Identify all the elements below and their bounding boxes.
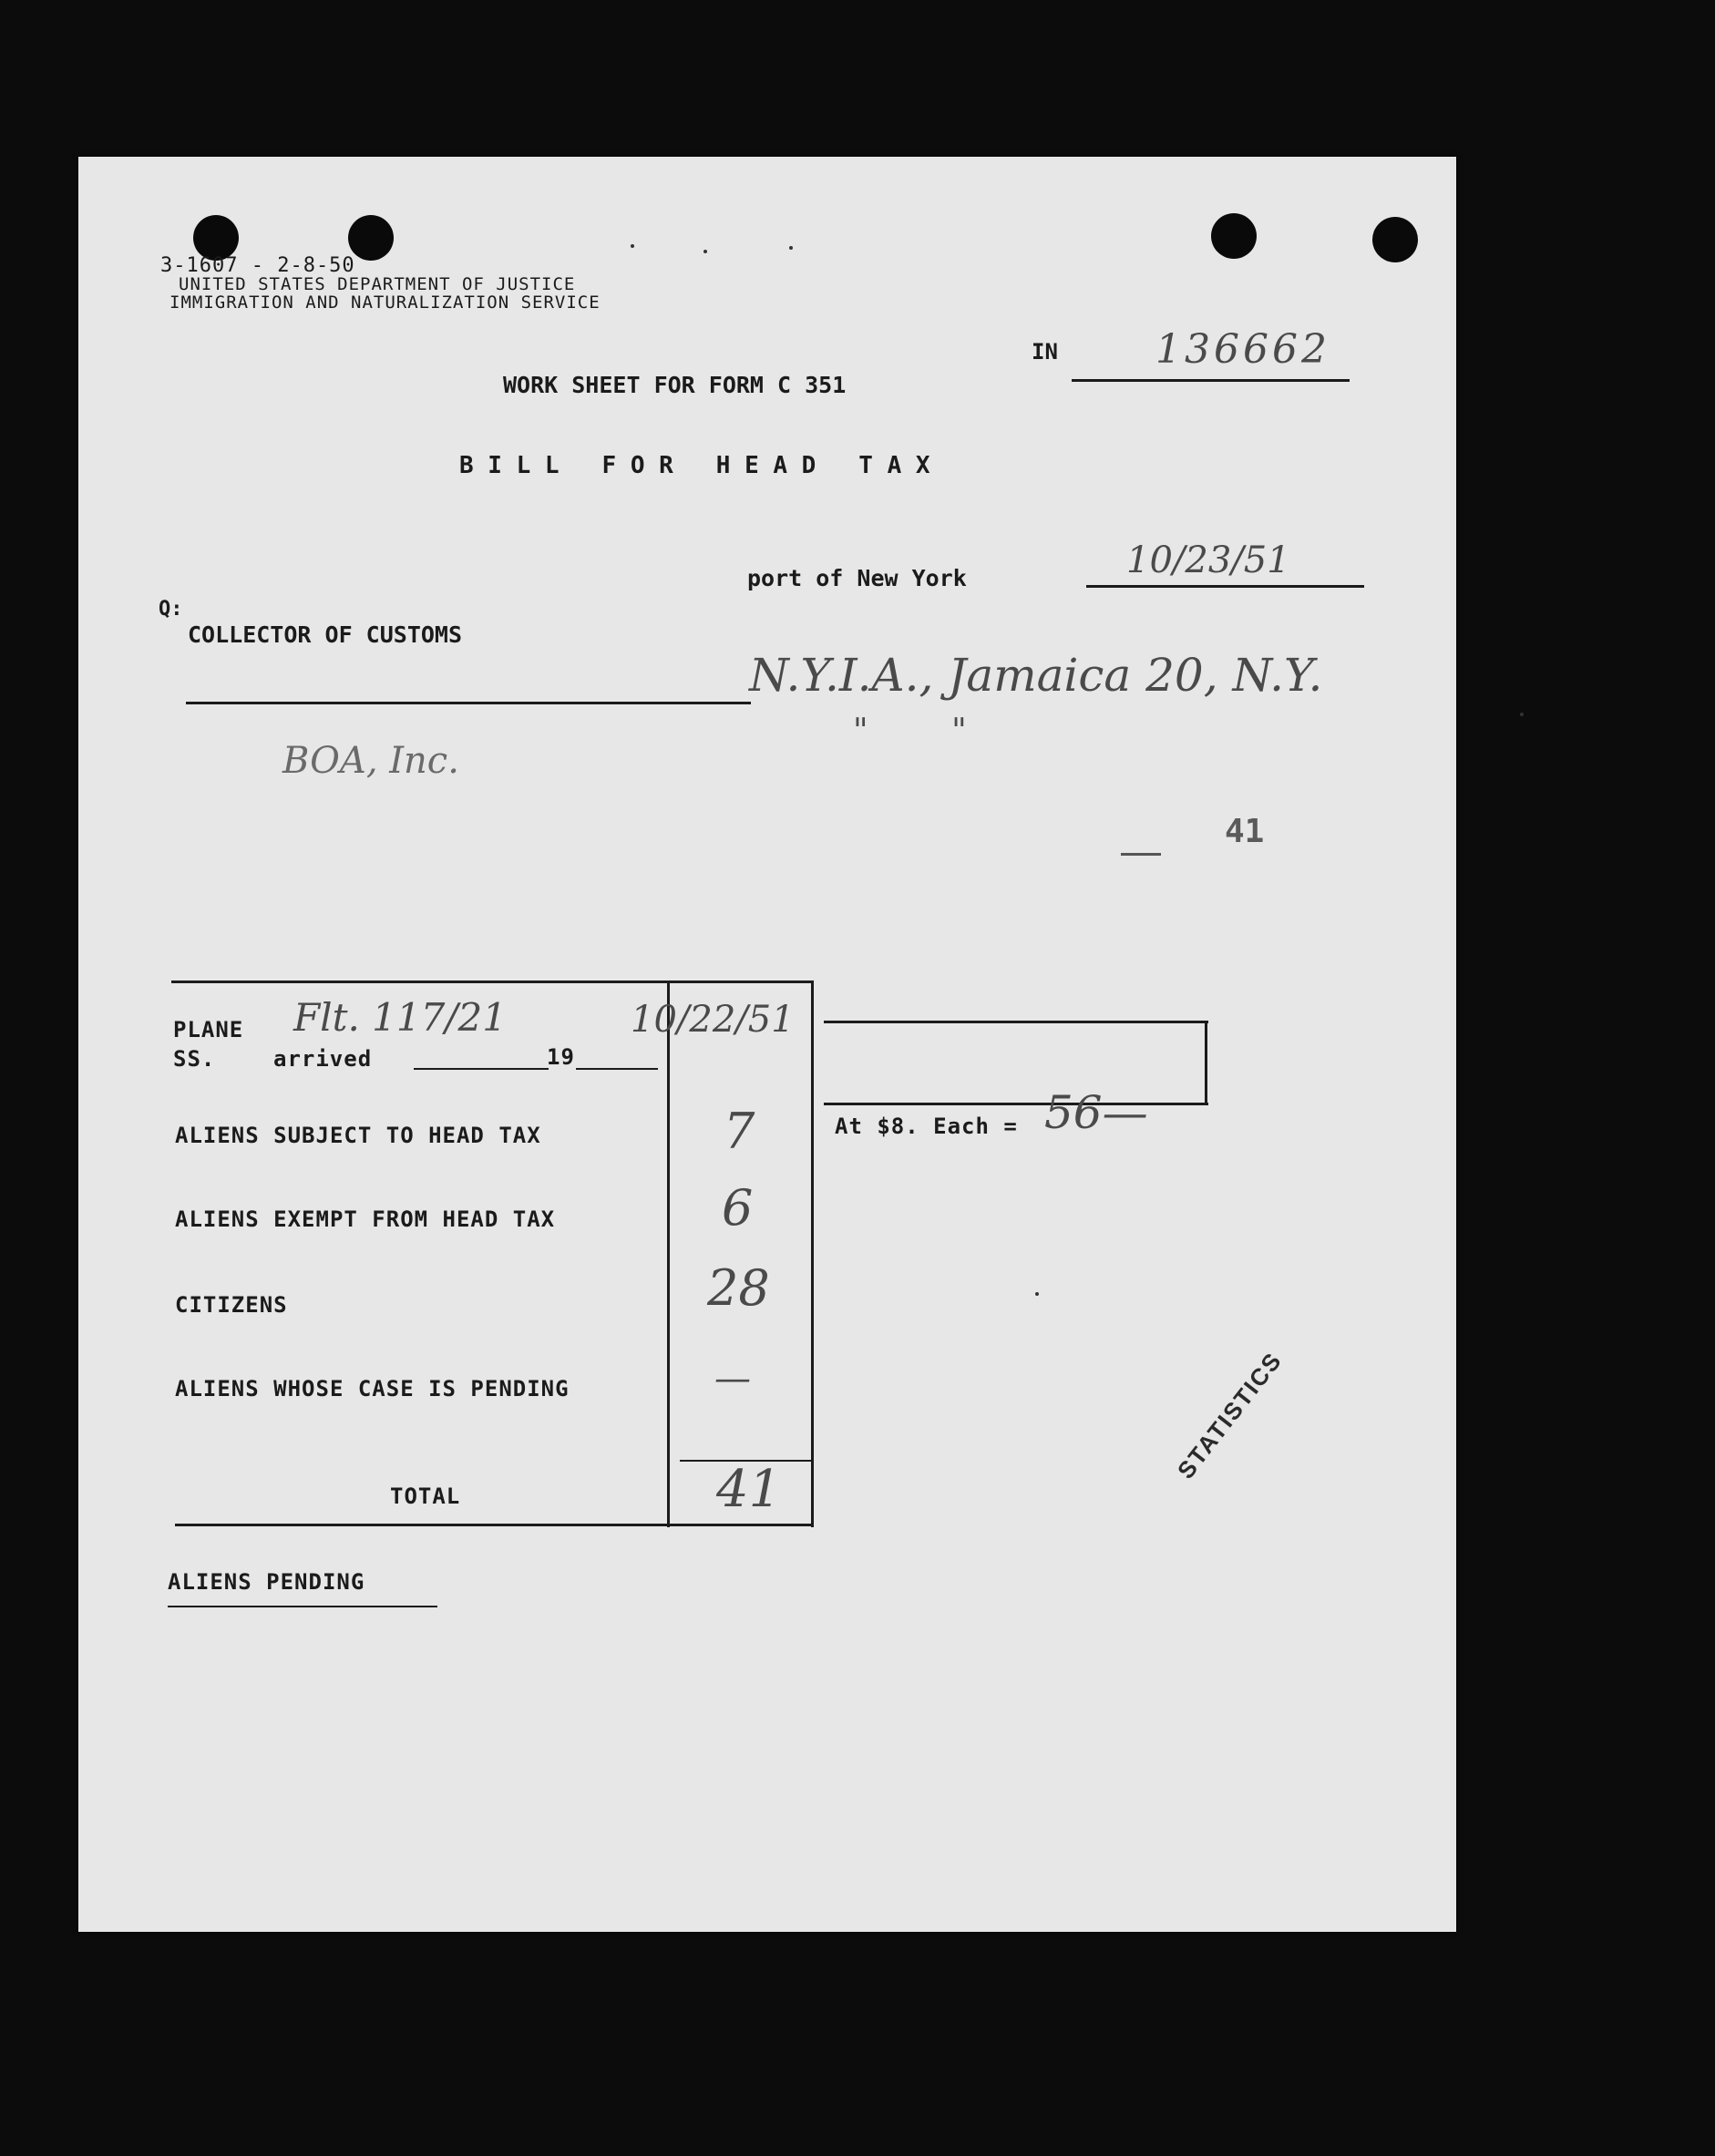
- bill-date: 10/23/51: [1126, 539, 1290, 581]
- row-label-pending: ALIENS WHOSE CASE IS PENDING: [175, 1376, 570, 1401]
- table-top-right: [667, 980, 813, 983]
- date-underline: [1086, 585, 1364, 588]
- year-prefix: 19: [547, 1044, 575, 1070]
- port-label: port of New York: [747, 565, 967, 591]
- punch-hole: [1372, 217, 1418, 262]
- arrival-date-handwritten: 10/22/51: [631, 999, 795, 1041]
- address-underline: [186, 702, 751, 704]
- tax-box-right: [1205, 1021, 1207, 1104]
- location-handwritten: N.Y.I.A., Jamaica 20, N.Y.: [749, 649, 1323, 702]
- row-value-citizens: 28: [707, 1259, 770, 1317]
- paper-speck: [789, 246, 793, 250]
- total-label: TOTAL: [390, 1484, 461, 1509]
- service-line: IMMIGRATION AND NATURALIZATION SERVICE: [169, 293, 601, 313]
- department-line: UNITED STATES DEPARTMENT OF JUSTICE: [179, 274, 576, 294]
- row-label-citizens: CITIZENS: [175, 1292, 288, 1318]
- year-underline: [576, 1068, 658, 1070]
- punch-hole: [1211, 213, 1257, 259]
- arrived-underline: [414, 1068, 549, 1070]
- worksheet-title: WORK SHEET FOR FORM C 351: [503, 372, 847, 398]
- table-top-border: [171, 980, 671, 983]
- document-page: [78, 157, 1456, 1932]
- in-label: IN: [1032, 339, 1058, 364]
- row-label-subject: ALIENS SUBJECT TO HEAD TAX: [175, 1123, 541, 1148]
- table-bottom-border: [175, 1524, 813, 1526]
- in-number-underline: [1072, 379, 1350, 382]
- paper-speck: [1520, 713, 1524, 716]
- plane-label: PLANE: [173, 1017, 244, 1042]
- row-label-exempt: ALIENS EXEMPT FROM HEAD TAX: [175, 1206, 556, 1232]
- in-number: 136662: [1155, 326, 1330, 373]
- tax-box-top: [824, 1021, 1208, 1023]
- tax-rate-label: At $8. Each =: [835, 1114, 1018, 1139]
- paper-speck: [703, 250, 707, 253]
- flight-handwritten: Flt. 117/21: [293, 995, 507, 1040]
- count-dash: [1121, 853, 1161, 856]
- table-divider-right: [811, 980, 814, 1527]
- form-number: 3-1607 - 2-8-50: [160, 254, 355, 277]
- arrived-label: arrived: [273, 1046, 373, 1072]
- tax-amount: 56—: [1044, 1086, 1148, 1139]
- collector-label: COLLECTOR OF CUSTOMS: [188, 621, 463, 648]
- paper-speck: [631, 244, 634, 248]
- ss-label: SS.: [173, 1046, 216, 1072]
- ditto-marks: " ": [853, 713, 967, 750]
- count-value: 41: [1225, 813, 1265, 850]
- aliens-pending-label: ALIENS PENDING: [168, 1569, 365, 1595]
- total-value: 41: [716, 1460, 782, 1519]
- bill-title: B I L L F O R H E A D T A X: [459, 452, 930, 479]
- table-divider-left: [667, 980, 670, 1527]
- paper-speck: [1035, 1292, 1039, 1296]
- tax-box-bottom: [824, 1103, 1208, 1105]
- row-value-exempt: 6: [722, 1179, 754, 1237]
- to-prefix: Q:: [159, 598, 183, 621]
- aliens-pending-underline: [168, 1606, 437, 1607]
- carrier-handwritten: BOA, Inc.: [282, 740, 459, 782]
- row-value-pending: —: [714, 1358, 751, 1400]
- statistics-stamp: STATISTICS: [1171, 1346, 1288, 1484]
- row-value-subject: 7: [724, 1103, 755, 1160]
